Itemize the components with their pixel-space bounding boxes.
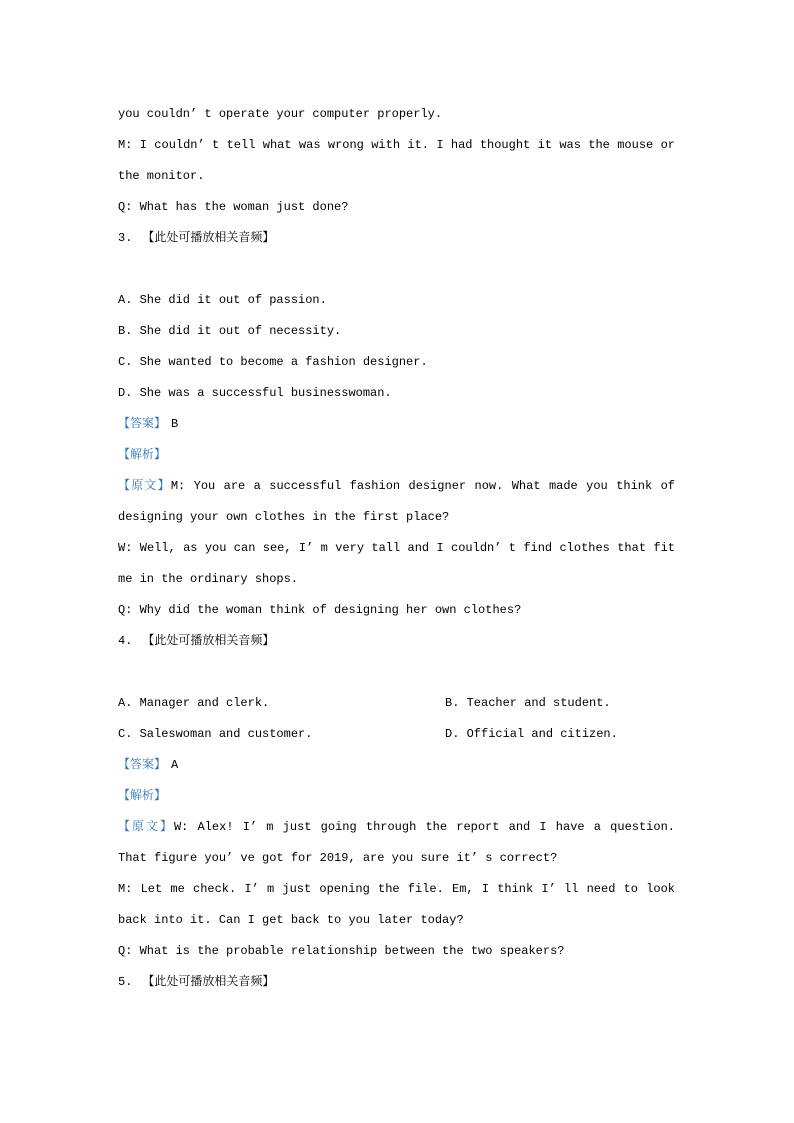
question-number: 5. xyxy=(118,975,133,989)
option-a-q3: A. She did it out of passion. xyxy=(118,293,327,307)
audio-placeholder-label: 【此处可播放相关音频】 xyxy=(142,634,275,648)
answer-value: B xyxy=(171,417,179,431)
transcript-q3-question: Q: Why did the woman think of designing her own clothes? xyxy=(118,603,522,617)
transcript-q3-w: W: Well, as you can see, I’ m very tall and I couldn’ t find clothes that fit me in the ordinary shops. xyxy=(118,541,675,586)
option-b-q3: B. She did it out of necessity. xyxy=(118,324,342,338)
option-b-q4: B. Teacher and student. xyxy=(445,696,611,710)
question-number: 3. xyxy=(118,231,133,245)
question-number: 4. xyxy=(118,634,133,648)
transcript-q3-m xyxy=(118,471,675,533)
analysis-line-q4 xyxy=(118,781,675,812)
answer-label: 【答案】 xyxy=(118,758,167,772)
transcript-text: M: You are a successful fashion designer now. What made you think of designing your own clothes in the first place? xyxy=(118,479,675,524)
transcript-label: 【原文】 xyxy=(118,820,174,834)
analysis-label: 【解析】 xyxy=(118,789,167,803)
question-line: Q: What has the woman just done? xyxy=(118,200,349,214)
transcript-q4-w xyxy=(118,812,675,874)
answer-value: A xyxy=(171,758,179,772)
transcript-q4-m: M: Let me check. I’ m just opening the file. Em, I think I’ ll need to look back into it. Can I get back to you later today? xyxy=(118,882,675,927)
answer-line-q3 xyxy=(118,409,675,440)
document-content xyxy=(118,99,675,998)
dialogue-continuation-line: you couldn’ t operate your computer properly. xyxy=(118,107,443,121)
option-d-q4: D. Official and citizen. xyxy=(445,727,618,741)
answer-label: 【答案】 xyxy=(118,417,167,431)
analysis-label: 【解析】 xyxy=(118,448,167,462)
transcript-q4-question: Q: What is the probable relationship between the two speakers? xyxy=(118,944,565,958)
answer-line-q4 xyxy=(118,750,675,781)
options-row-1-q4 xyxy=(118,688,675,719)
blank-line xyxy=(118,657,675,688)
audio-placeholder-label: 【此处可播放相关音频】 xyxy=(142,231,275,245)
transcript-label: 【原文】 xyxy=(118,479,171,493)
blank-line xyxy=(118,254,675,285)
dialogue-line-m: M: I couldn’ t tell what was wrong with it. I had thought it was the mouse or the monitor. xyxy=(118,138,675,183)
option-a-q4: A. Manager and clerk. xyxy=(118,696,270,710)
audio-placeholder-q4 xyxy=(118,626,675,657)
transcript-text: W: Alex! I’ m just going through the report and I have a question. That figure you’ ve got for 2019, are you sure it’ s correct? xyxy=(118,820,675,865)
option-c-q4: C. Saleswoman and customer. xyxy=(118,727,313,741)
analysis-line-q3 xyxy=(118,440,675,471)
options-row-2-q4 xyxy=(118,719,675,750)
option-d-q3: D. She was a successful businesswoman. xyxy=(118,386,392,400)
audio-placeholder-label: 【此处可播放相关音频】 xyxy=(142,975,275,989)
audio-placeholder-q3 xyxy=(118,223,675,254)
option-c-q3: C. She wanted to become a fashion designer. xyxy=(118,355,428,369)
audio-placeholder-q5 xyxy=(118,967,675,998)
